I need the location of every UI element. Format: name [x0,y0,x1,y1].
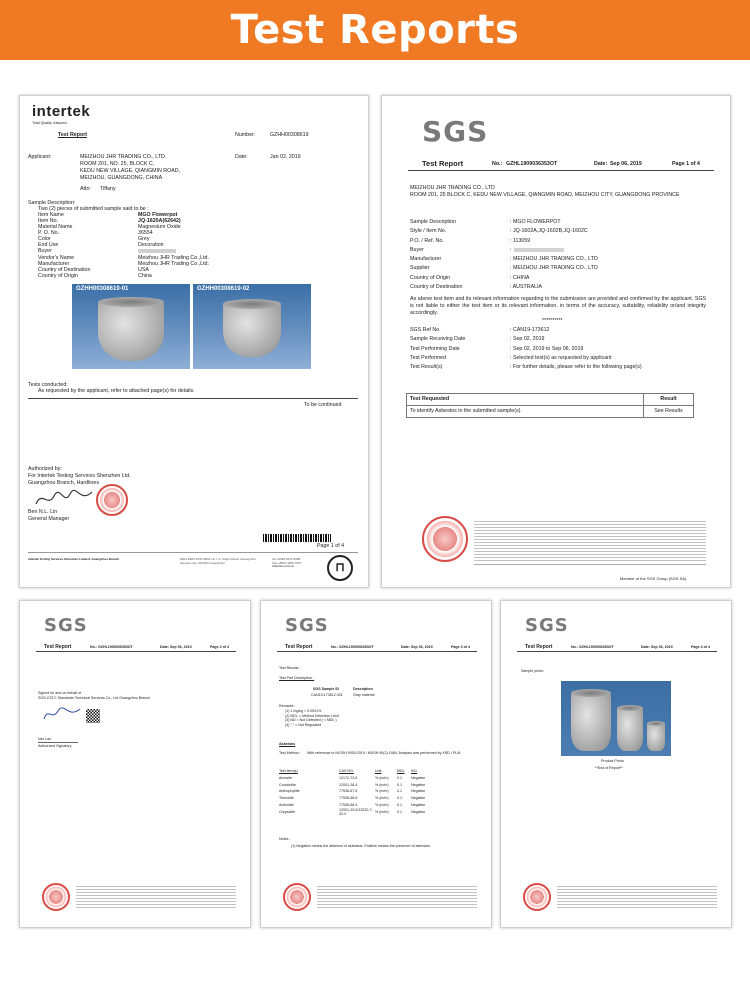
field-label: Country of Destination [410,283,463,290]
cell: 12001-28-4 [339,782,358,787]
field-label: Color [38,236,51,243]
signature [34,488,94,510]
test-results-label: Test Results : [279,666,301,670]
sgs-fine-print [317,886,477,910]
intertek-logo: intertek [32,103,91,120]
remark-item: (2) MDL = Method Detection Limit [285,713,339,718]
cell: Negative [411,789,426,794]
field-label: Sample Description [410,219,456,225]
applicant-line: MEIZHOU, GUANGDONG, CHINA [80,174,163,181]
sgs-fine-print [557,886,717,910]
sgs1-no-label: No.: [492,161,503,167]
cell: 0.1 [397,809,402,814]
field-label: Item Name [38,212,64,218]
cell: Tremolite [279,796,294,801]
sgs1-page: Page 1 of 4 [672,161,700,167]
footer-divider [28,552,358,553]
field-label: Buyer [38,248,52,255]
table-row [279,782,441,789]
col-description: Description [353,687,373,691]
field-value: Grey [138,236,150,243]
sample-desc: Gray material [353,693,375,697]
footer-address: E501 E601 E701 E801 No.7-2, Caipin Road, Guangzhou Science City, GETDD Guangzhou [180,557,256,565]
cell: 0.1 [397,789,402,794]
flowerpot-medium [617,707,643,751]
sgs1-report-title: Test Report [422,159,464,168]
cell: Negative [411,782,426,787]
intertek-attn-label: Attn: [80,186,91,192]
cell: Negative [411,809,426,814]
sgs2-no: No.: GZHL1909036353OT [90,645,133,649]
sgs4-no: No.: GZHL1909036353OT [571,645,614,649]
field-value: USA [138,266,149,273]
sgs3-date: Date: Sep 06, 2019 [401,645,433,649]
header-rule [408,170,714,171]
field-value: : For further details, please refer to the following page(s) [510,364,642,371]
authorized-branch: Guangzhou Branch, Hardlines [28,479,99,486]
row-result: See Results [643,406,693,417]
field-value: : Sep 02, 2019 to Sep 06, 2019 [510,345,584,352]
test-reports-banner [0,0,750,60]
intertek-circle-icon: ⊓ [327,555,353,581]
cell: 0.1 [397,803,402,808]
sgs2-report-title: Test Report [44,644,72,650]
field-label: P. O. No. [38,230,60,237]
remark-item: (1) 1 mg/kg = 0.0001% [285,709,322,713]
sgs3-report-title: Test Report [285,644,313,650]
sgs-member: Member of the SGS Group (SGS SA) [620,576,687,581]
field-value: : MEIZHOU JHR TRADING CO., LTD [510,256,598,263]
sgs-logo: SGS [422,115,489,148]
cell: 0.1 [397,782,402,787]
cell: 77536-66-4 [339,803,358,808]
sgs1-date-label: Date: [594,161,608,167]
test-method: With reference to NIOSH 9000:2015 / MDSH 90(2):1984, Analysis was performed by XRD / PLM [307,751,461,755]
flowerpot-rim [571,689,611,697]
signature-line [38,742,78,743]
intertek-number-label: Number: [235,132,256,138]
to-be-continued: To be continued [304,402,342,408]
separator: ********** [542,318,563,324]
signatory-name: Ben N.L. Lin [28,509,58,515]
redacted-buyer [138,249,176,253]
col-test-requested: Test Requested [410,396,450,402]
sgs-report-page-4 [500,600,732,928]
intertek-date: Jan 02, 2019 [270,154,301,160]
sgs-report-page-3 [260,600,492,928]
intertek-attn: Tiffany [100,186,116,192]
table-row [279,788,441,795]
note: (1) Negative means the absence of asbestos. Positive means the presence of asbestos. [291,844,431,848]
sgs-seal [523,883,551,911]
field-label: Item No. [38,218,59,225]
footer-fax: Fax +8620 3205 7537 [272,560,302,565]
flowerpot-large [571,691,611,751]
field-label: Test Result(s) [410,364,443,371]
field-value: : Sep 02, 2019 [510,336,545,343]
field-value: China [138,272,152,279]
cell: Chrysotile [279,809,295,814]
cell: 12172-73-5 [339,775,358,780]
cell: Negative [411,796,426,801]
field-value: Magnesium Oxide [138,224,181,231]
field-label: Vendor's Name [38,254,75,261]
col-header: Unit [375,769,382,773]
sgs-seal [42,883,70,911]
sgs-logo: SGS [44,615,88,636]
signed-org: SGS-CSTC Standards Technical Services Co., Ltd Guangzhou Branch [38,696,151,700]
sgs1-company: MEIZHOU JHR TRADING CO., LTD [410,185,495,191]
intertek-applicant [80,154,180,182]
sgs-logo: SGS [525,615,569,636]
test-requested-table [406,393,694,418]
cell: % (m/m) [375,789,389,794]
field-label: Country of Destination [38,266,91,273]
intertek-fields [38,212,209,279]
product-photo [561,681,671,756]
photo-label: GZHH00308619-01 [76,286,129,292]
cell: % (m/m) [375,809,389,814]
cell: Negative [411,775,426,780]
photo-caption: Product Photo [601,759,624,763]
sgs2-page: Page 2 of 4 [210,645,229,649]
tests-conducted-label: Tests conducted: [28,382,68,388]
cell: % (m/m) [375,775,389,780]
flowerpot-rim [98,297,164,307]
header-rule [277,651,477,652]
field-label: End Use [38,242,59,249]
field-value: : Selected test(s) as requested by applicant [510,354,612,361]
col-result: Result [643,394,693,405]
company-seal [96,484,128,516]
sgs-seal [283,883,311,911]
cell: Amosite [279,775,292,780]
field-label: Test Performed [410,354,446,361]
field-label: Material Name [38,224,73,231]
sample-photo-2 [193,284,311,369]
col-header: Test Item(s) [279,769,298,773]
banner-title: Test Reports [230,7,520,53]
flowerpot-image [223,301,281,357]
field-label: Buyer [410,246,424,253]
field-value: 36554 [138,230,153,237]
field-label: P.O. / Ref. No. [410,237,444,244]
cell: 12001-29-5/13220-7-32-0 [339,807,373,816]
field-value: : CHINA [510,274,530,281]
footer-rule [474,564,706,565]
field-value: Decoration [138,242,164,249]
intertek-tagline: Total Quality. Assured. [32,121,68,125]
field-label: Test Performing Date [410,345,460,352]
sgs-seal [422,516,468,562]
col-header: 001 [411,769,417,773]
sgs2-date: Date: Sep 06, 2019 [160,645,192,649]
tests-conducted-text: As requested by the applicant, refer to attached page(s) for details. [38,388,195,394]
sgs-report-page-2 [19,600,251,928]
test-method-label: Test Method : [279,751,301,755]
field-label: Country of Origin [38,272,79,279]
field-value: : [510,246,512,253]
asbestos-label: Asbestos [279,742,296,746]
barcode [263,534,331,542]
cell: 0.1 [397,796,402,801]
field-value: : 113059 [510,237,531,244]
sgs2-signatory: Van Lau [38,737,52,741]
table-row [279,795,441,802]
intertek-sample-desc-text: Two (2) pieces of submitted sample said to be : [38,206,149,212]
table-row [279,809,441,817]
sgs1-address: ROOM 201, 25 BLOCK C, KEDU NEW VILLAGE, QIANGMIN ROAD, MEIZHOU CITY, GUANGDONG PROVINCE [410,192,680,198]
field-label: Style / Item No. [410,228,447,235]
remarks [285,709,339,728]
col-sample-id: SGS Sample ID [313,687,339,691]
divider [28,398,358,399]
cell: Anthophyllite [279,789,300,794]
field-value: Meizhou JHR Trading Co.,Ltd. [138,254,209,261]
remark-item: (4) "-" = Not Regulated [285,723,322,728]
field-label: Country of Origin [410,274,451,281]
field-value: : AUSTRALIA [510,283,543,290]
sgs-fine-print [76,886,236,910]
photo-label: GZHH00308619-02 [197,286,250,292]
sgs2-signatory-title: Authorized Signatory [38,744,72,748]
sgs3-page: Page 3 of 4 [451,645,470,649]
field-label: Sample Receiving Date [410,336,466,343]
field-value: : MGO FLOWERPOT [510,219,561,225]
cell: 0.1 [397,775,402,780]
qr-code [86,709,100,723]
footer-company: Intertek Testing Services Shenzhen Limited, Guangzhou Branch [28,557,120,561]
intertek-applicant-label: Applicant: [28,154,52,160]
col-header: CAS NO. [339,769,354,773]
sgs-fine-print [474,521,706,561]
flowerpot-image [98,299,164,361]
authorized-by: Authorized by: [28,466,62,472]
sgs-report-page-1 [381,95,731,588]
sgs1-date: Sep 06, 2019 [610,161,642,167]
signed-for: Signed for and on behalf of [38,691,82,695]
cell: Actinolite [279,803,294,808]
field-value: MGO Flowerpot [138,212,178,218]
redacted-buyer [514,248,564,252]
cell: Negative [411,803,426,808]
table-row [279,775,441,782]
field-value: : CAN19-173612 [510,327,550,333]
field-label: Supplier [410,265,430,272]
intertek-sample-desc-label: Sample Description: [28,200,76,206]
sgs1-fields [410,218,598,292]
sgs1-disclaimer: As above test item and its relevant information regarding to the submission are provided and confirmed by the applicant. SGS is not liable to either the test item or its relevant information, in terms of the accuracy, suitability, reliability or/and integrity accordingly. [410,296,706,316]
asbestos-table [279,768,441,817]
field-value: : JQ-1602A,JQ-1602B,JQ-1602C [510,228,588,235]
intertek-report-title: Test Report [58,132,88,138]
sgs4-report-title: Test Report [525,644,553,650]
sample-id: CAN19-173612.001 [311,693,343,697]
remarks-label: Remarks : [279,704,296,708]
authorized-org: For Intertek Testing Services Shenzhen Ltd. [28,472,131,479]
field-value: : MEIZHOU JHR TRADING CO., LTD [510,265,598,272]
footer-web: intertek.com.cn [272,564,295,569]
field-label: SGS Ref No. [410,327,441,333]
end-of-report: **End of Report** [595,766,623,770]
row-test: To identify Asbestos in the submitted sample(s). [410,407,522,414]
page-number: Page 1 of 4 [317,543,345,549]
applicant-line: ROOM 201, NO. 25, BLOCK C, [80,160,155,167]
signatory-title: General Manager [28,515,70,522]
intertek-report-page [19,95,369,588]
cell: 77536-67-5 [339,789,358,794]
sgs4-page: Page 4 of 4 [691,645,710,649]
field-value: Meizhou JHR Trading Co.,Ltd. [138,260,209,267]
header-rule [36,651,236,652]
cell: % (m/m) [375,782,389,787]
field-value: JQ-1620A(62642) [138,218,181,225]
intertek-date-label: Date: [235,154,248,160]
sgs-logo: SGS [285,615,329,636]
field-label: Manufacturer [410,256,442,263]
cell: % (m/m) [375,796,389,801]
sample-photo-label: Sample photo: [521,669,545,673]
header-rule [517,651,717,652]
sgs1-ref-fields [410,326,642,372]
flowerpot-rim [223,299,281,309]
cell: 77536-68-6 [339,796,358,801]
test-part-label: Test Part Description : [279,676,315,680]
intertek-number: GZHH00308619 [270,132,309,138]
cell: % (m/m) [375,803,389,808]
applicant-line: KEDU NEW VILLAGE, QIANGMIN ROAD, [80,167,181,174]
footer-contacts [272,558,327,569]
flowerpot-rim [617,705,643,711]
sgs3-no: No.: GZHL1909036353OT [331,645,374,649]
applicant-line: MEIZHOU JHR TRADING CO., LTD. [80,154,167,160]
sample-photo-1 [72,284,190,369]
signature [42,705,82,723]
field-label: Manufacturer [38,260,70,267]
footer-tel: Tel +8620 8213 9688 [272,557,301,561]
sgs4-date: Date: Sep 06, 2019 [641,645,673,649]
remark-item: (3) ND = Not Detected ( < MDL ) [285,718,337,723]
flowerpot-small [647,723,665,751]
notes-label: Notes : [279,837,291,841]
col-header: MDL [397,769,405,773]
sgs1-no: GZHL1909036353OT [506,161,558,167]
signatory [28,509,69,523]
flowerpot-rim [647,721,665,726]
cell: Crocidolite [279,782,296,787]
